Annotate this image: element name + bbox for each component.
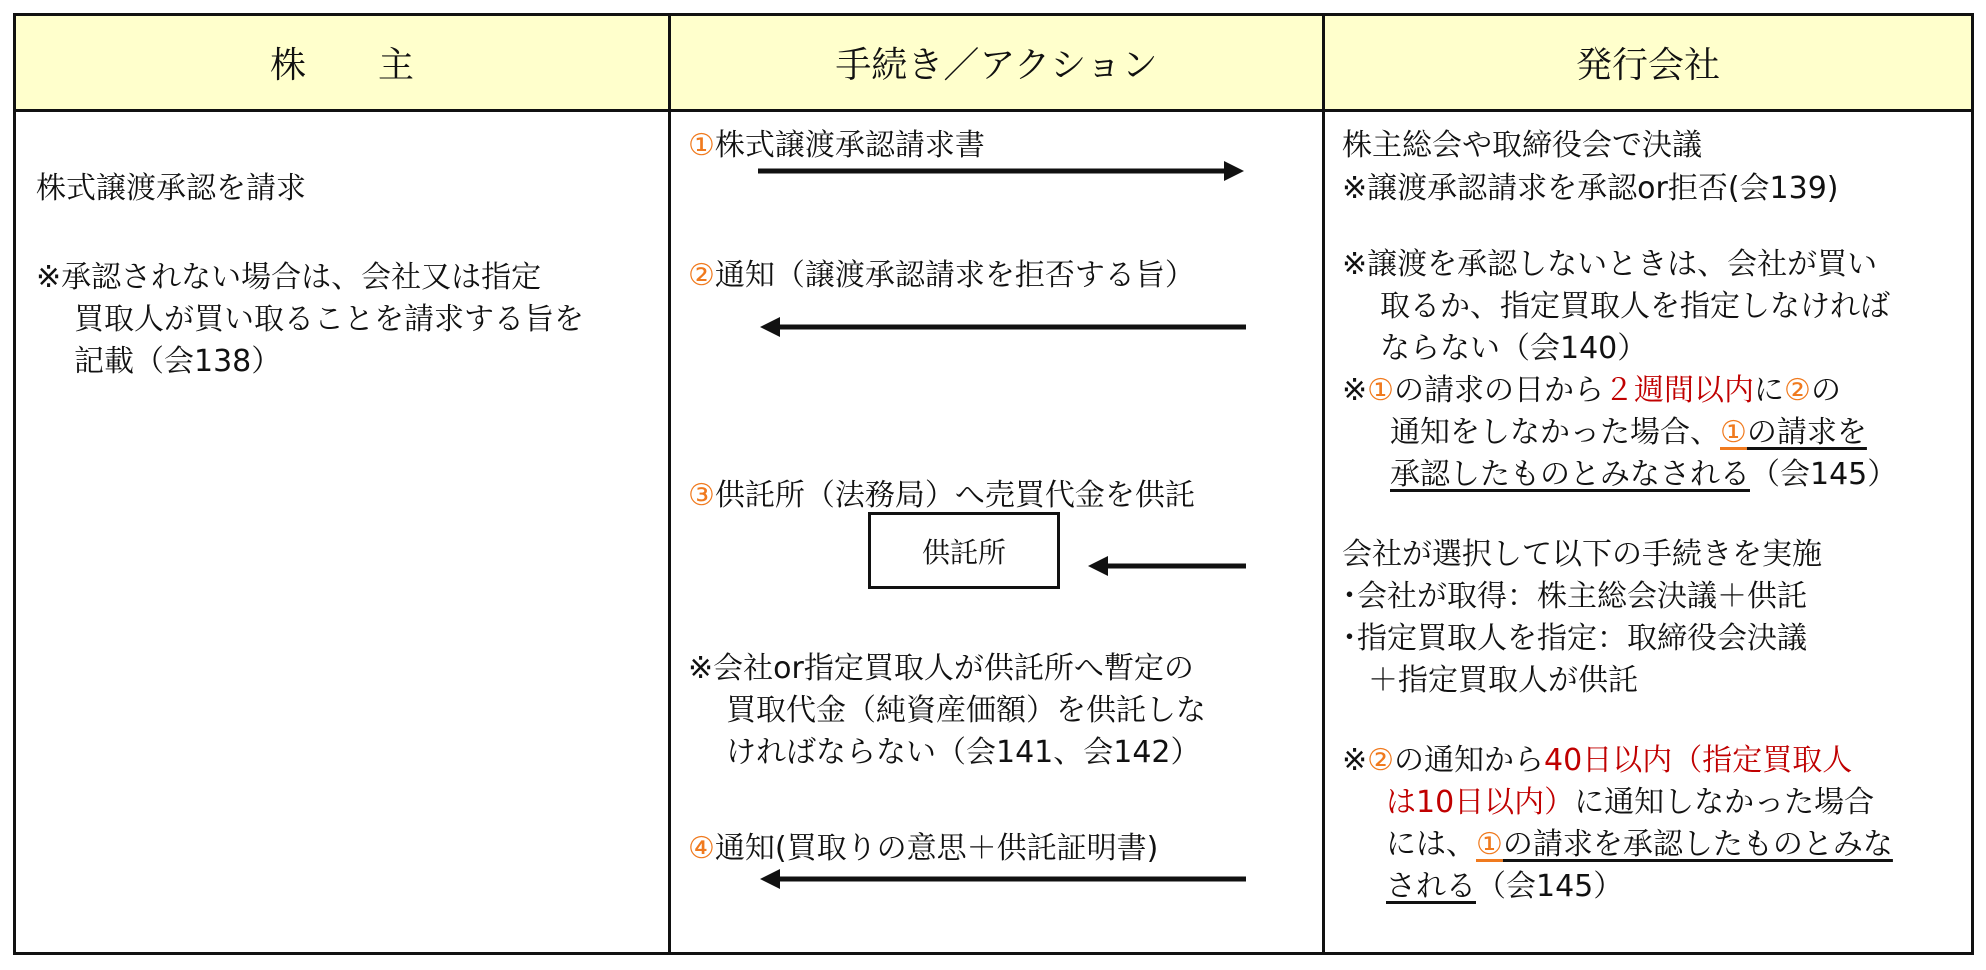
shareholder-note-line-1: ※承認されない場合は、会社又は指定 <box>36 260 542 295</box>
deadline-a-num-1: ① <box>1367 373 1395 408</box>
issuer-deadline-a-line-2 <box>1390 412 1867 454</box>
step-1-number: ① <box>688 128 715 163</box>
deadline-a-l2-num: ① <box>1720 415 1747 450</box>
issuer-deadline-b-line-3 <box>1386 824 1893 866</box>
deadline-a-prefix: ※ <box>1342 373 1368 408</box>
deposit-note-line-1: ※会社or指定買取人が供託所へ暫定の <box>688 651 1194 686</box>
arrow-to-shareholder-2 <box>758 314 1248 340</box>
deadline-a-l2-post: の請求を <box>1746 415 1867 450</box>
deadline-b-prefix: ※ <box>1342 743 1368 778</box>
step-3-label <box>688 475 1195 517</box>
issuer-proc-designated-line-2: ＋指定買取人が供託 <box>1368 663 1638 698</box>
header-action: 手続き／アクション <box>671 16 1322 109</box>
issuer-resolution: 株主総会や取締役会で決議 <box>1342 128 1702 163</box>
shareholder-request: 株式譲渡承認を請求 <box>36 171 306 206</box>
deadline-a-no: の <box>1810 373 1841 408</box>
column-divider-1 <box>668 16 671 952</box>
issuer-deadline-b-line-1 <box>1342 740 1852 782</box>
issuer-no-approval-line-1: ※譲渡を承認しないときは、会社が買い <box>1342 247 1878 282</box>
deadline-b-period-2: は10日以内） <box>1386 785 1575 820</box>
step-2-label <box>688 255 1195 297</box>
issuer-deadline-b-line-4 <box>1386 866 1623 908</box>
deadline-b-l4-underlined: される <box>1386 869 1476 904</box>
deadline-a-num-2: ② <box>1784 373 1811 408</box>
deadline-a-l3-ref: （会145） <box>1750 457 1898 492</box>
header-issuer: 発行会社 <box>1325 16 1971 109</box>
depository-box: 供託所 <box>868 512 1060 589</box>
shareholder-note-line-3: 記載（会138） <box>74 344 282 379</box>
step-1-text: 株式譲渡承認請求書 <box>714 128 985 163</box>
deadline-a-ni: に <box>1754 373 1785 408</box>
column-divider-2 <box>1322 16 1325 952</box>
step-2-number: ② <box>688 258 715 293</box>
issuer-proc-designated-line-1: ･指定買取人を指定：取締役会決議 <box>1342 621 1807 656</box>
deadline-a-mid: の請求の日から <box>1394 373 1605 408</box>
issuer-deadline-a-line-3 <box>1390 454 1897 496</box>
step-4-label <box>688 828 1158 870</box>
deadline-b-l3-pre: には、 <box>1386 827 1476 862</box>
arrow-to-shareholder-4 <box>758 866 1248 892</box>
step-4-number: ④ <box>688 831 715 866</box>
issuer-no-approval-line-3: ならない（会140） <box>1380 331 1648 366</box>
deadline-b-l3-num: ① <box>1476 827 1503 862</box>
issuer-procedure-intro: 会社が選択して以下の手続きを実施 <box>1342 537 1822 572</box>
step-2-text: 通知（譲渡承認請求を拒否する旨） <box>714 258 1195 293</box>
issuer-proc-company: ･会社が取得：株主総会決議＋供託 <box>1342 579 1807 614</box>
issuer-approve-or-reject: ※譲渡承認請求を承認or拒否(会139) <box>1342 171 1839 206</box>
deadline-b-period-1: 40日以内（指定買取人 <box>1544 743 1853 778</box>
issuer-deadline-a-line-1 <box>1342 370 1841 412</box>
deadline-a-l2-pre: 通知をしなかった場合、 <box>1390 415 1720 450</box>
step-3-number: ③ <box>688 478 715 513</box>
deposit-note-line-2: 買取代金（純資産価額）を供託しな <box>726 693 1206 728</box>
header-shareholder: 株 主 <box>16 16 668 109</box>
step-3-text: 供託所（法務局）へ売買代金を供託 <box>714 478 1195 513</box>
issuer-deadline-b-line-2 <box>1386 782 1874 824</box>
arrow-to-issuer-1 <box>758 158 1248 184</box>
issuer-no-approval-line-2: 取るか、指定買取人を指定しなければ <box>1380 289 1890 324</box>
deadline-b-l3-underlined: の請求を承認したものとみな <box>1502 827 1893 862</box>
deadline-a-period: ２週間以内 <box>1604 373 1755 408</box>
step-4-text: 通知(買取りの意思＋供託証明書) <box>714 831 1159 866</box>
header-divider <box>16 109 1971 112</box>
deadline-b-l2-post: に通知しなかった場合 <box>1574 785 1875 820</box>
deadline-b-num: ② <box>1367 743 1395 778</box>
deadline-b-l4-ref: （会145） <box>1476 869 1624 904</box>
deadline-b-mid: の通知から <box>1394 743 1545 778</box>
deadline-a-l3-underlined: 承認したものとみなされる <box>1390 457 1750 492</box>
deposit-note-line-3: ければならない（会141、会142） <box>726 735 1201 770</box>
shareholder-note-line-2: 買取人が買い取ることを請求する旨を <box>74 302 584 337</box>
arrow-to-depository <box>1086 553 1248 579</box>
